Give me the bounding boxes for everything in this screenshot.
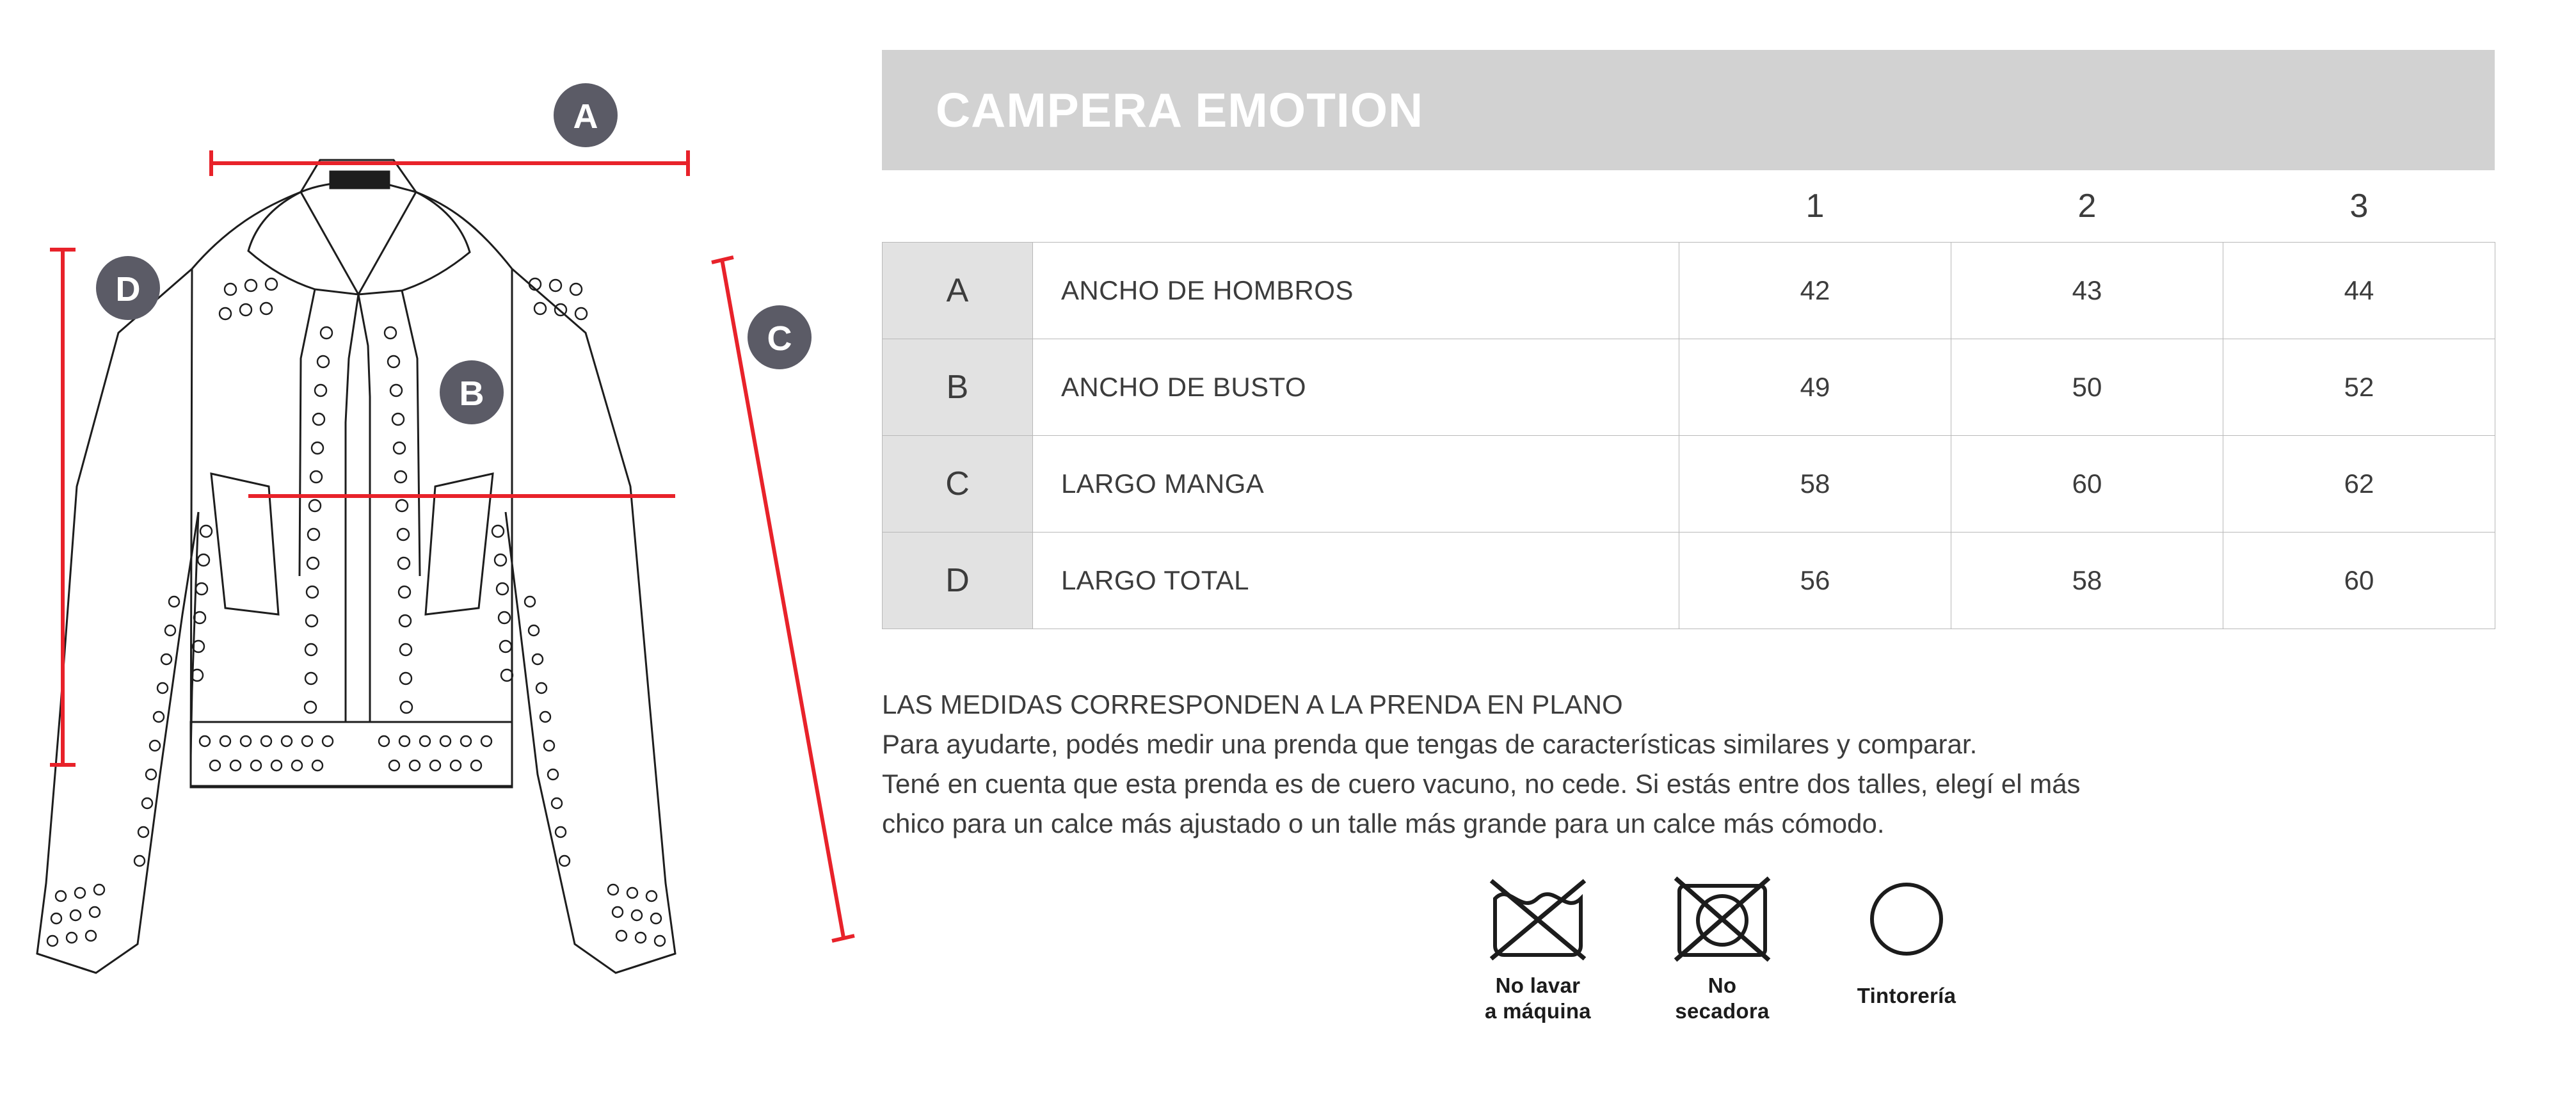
care-item-no-machine-wash — [1471, 867, 1605, 1024]
care-label — [1485, 973, 1591, 1024]
measurements-table — [882, 170, 2495, 629]
row-description: ANCHO DE BUSTO — [1033, 339, 1679, 436]
row-letter: B — [883, 339, 1033, 436]
note-line: LAS MEDIDAS CORRESPONDEN A LA PRENDA EN PLANO — [882, 689, 1623, 719]
header-size-1: 1 — [1805, 188, 1825, 225]
table-row — [883, 436, 2495, 533]
dry-clean-icon — [1844, 871, 1969, 970]
size-chart-panel — [882, 0, 2576, 1106]
row-value-size-1: 56 — [1679, 533, 1951, 629]
svg-text:C: C — [767, 319, 792, 358]
header-size-2: 2 — [2077, 188, 2097, 225]
measure-lines — [50, 150, 854, 941]
marker-b — [440, 360, 504, 424]
care-label-line1: No lavar — [1495, 974, 1581, 997]
row-description: ANCHO DE HOMBROS — [1033, 243, 1679, 339]
row-value-size-2: 60 — [1951, 436, 2223, 533]
row-value-size-3: 52 — [2223, 339, 2495, 436]
svg-text:B: B — [459, 374, 484, 413]
row-value-size-2: 58 — [1951, 533, 2223, 629]
header-size-3: 3 — [2349, 188, 2369, 225]
row-description: LARGO MANGA — [1033, 436, 1679, 533]
row-value-size-2: 43 — [1951, 243, 2223, 339]
row-value-size-2: 50 — [1951, 339, 2223, 436]
care-instructions — [1471, 867, 1974, 1024]
svg-text:D: D — [115, 270, 141, 309]
row-letter: A — [883, 243, 1033, 339]
row-letter: C — [883, 436, 1033, 533]
note-line: Para ayudarte, podés medir una prenda que tengas de características similares y comparar. — [882, 729, 1978, 759]
care-item-no-tumble-dry — [1655, 867, 1789, 1024]
marker-d — [96, 256, 160, 320]
measurement-notes — [882, 685, 2456, 844]
care-label — [1675, 973, 1769, 1024]
row-value-size-1: 58 — [1679, 436, 1951, 533]
note-line: Tené en cuenta que esta prenda es de cuero vacuno, no cede. Si estás entre dos talles, elegí el más — [882, 769, 2081, 799]
row-value-size-1: 42 — [1679, 243, 1951, 339]
row-value-size-3: 44 — [2223, 243, 2495, 339]
row-value-size-3: 62 — [2223, 436, 2495, 533]
care-label-line2: a máquina — [1485, 999, 1591, 1023]
marker-a — [554, 83, 618, 147]
row-description: LARGO TOTAL — [1033, 533, 1679, 629]
table-row — [883, 533, 2495, 629]
row-letter: D — [883, 533, 1033, 629]
row-value-size-3: 60 — [2223, 533, 2495, 629]
header-blank-letter — [883, 170, 1033, 243]
no-machine-wash-icon — [1476, 867, 1601, 966]
care-item-dry-clean — [1839, 867, 1974, 1009]
page-title: CAMPERA EMOTION — [936, 83, 1424, 137]
no-tumble-dry-icon — [1660, 867, 1785, 966]
note-line: chico para un calce más ajustado o un talle más grande para un calce más cómodo. — [882, 808, 1885, 838]
care-label-line1: No — [1708, 974, 1737, 997]
product-title-bar — [882, 50, 2495, 170]
table-header — [883, 170, 2495, 243]
care-label: Tintorería — [1857, 984, 1956, 1007]
header-blank-desc — [1033, 170, 1679, 243]
table-row — [883, 339, 2495, 436]
row-value-size-1: 49 — [1679, 339, 1951, 436]
stud-details — [47, 278, 665, 946]
svg-text:A: A — [573, 97, 598, 136]
table-row — [883, 243, 2495, 339]
garment-illustration — [0, 0, 877, 1106]
table-body — [883, 243, 2495, 629]
care-label-line2: secadora — [1675, 999, 1770, 1023]
marker-c — [748, 305, 812, 369]
